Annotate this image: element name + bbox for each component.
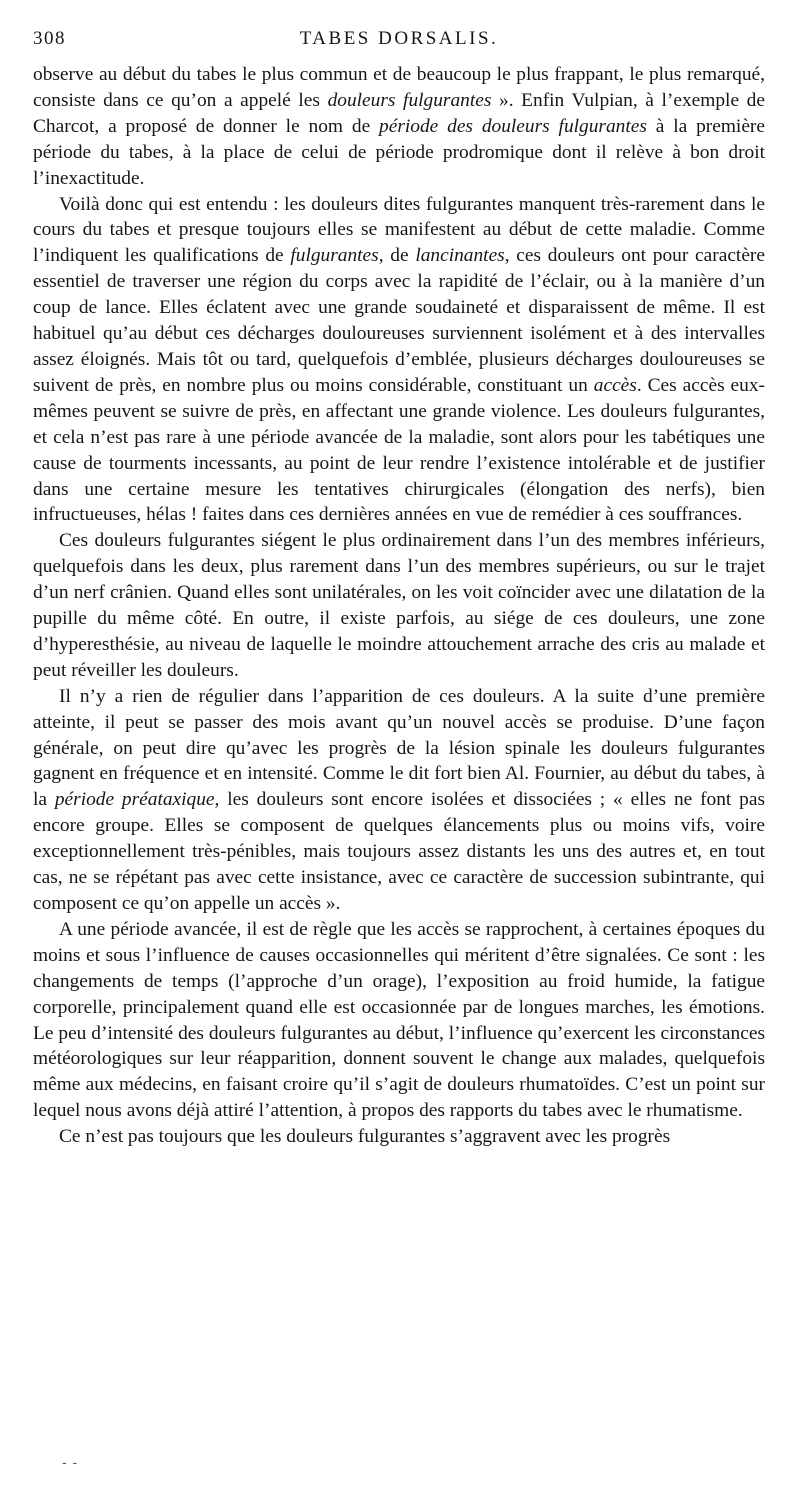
text-run: ». Enfin Vulpian, à l’exemple de Charcot, a proposé de donner le nom de xyxy=(33,89,765,137)
text-run: , ces douleurs ont pour caractère essentiel de traverser une région du corps avec la rapidité de l’éclair, ou à la manière d’un coup de lance. Elles éclatent avec une grande soudaineté et disparaissent de même. Il est habituel qu’au début ces décharges douloureuses surviennent isolément et à des intervalles assez éloignés. Mais tôt ou tard, quelquefois d’emblée, plusieurs décharges douloureuses se suivent de près, en nombre plus ou moins considérable, constituant un xyxy=(33,245,765,396)
book-page xyxy=(33,28,765,1150)
footer-mark: - - xyxy=(62,1454,79,1470)
body-text xyxy=(33,62,765,1150)
page-number: 308 xyxy=(33,28,66,49)
text-run: Il n’y a rien de régulier dans l’apparition de ces douleurs. A la suite d’une première atteinte, il peut se passer des mois avant qu’un nouvel accès se produise. D’une façon générale, on peut dire qu’avec les progrès de la lésion spinale les douleurs fulgurantes gagnent en fréquence et en intensité. Comme le dit fort bien Al. Fournier, au début du tabes, à la xyxy=(33,685,765,811)
paragraph xyxy=(33,62,765,192)
text-run: , les douleurs sont encore isolées et dissociées ; « elles ne font pas encore groupe. Elles se composent de quelques élancements plus ou moins vifs, voire exceptionnellement très-pénibles, mais toujours assez distants les uns des autres et, en tout cas, ne se répétant pas avec cette insistance, avec ce caractère de succession subintrante, qui composent ce qu’on appelle un accès ». xyxy=(33,789,766,914)
italic-text: période des douleurs fulgurantes xyxy=(379,115,647,137)
paragraph xyxy=(33,192,765,529)
text-run: Ces douleurs fulgurantes siégent le plus ordinairement dans l’un des membres inférieurs, quelquefois dans les deux, plus rarement dans l’un des membres supérieurs, ou sur le trajet d’un nerf crânien. Quand elles sont unilatérales, on les voit coïncider avec une dilatation de la pupille du même côté. En outre, il existe parfois, au siége de ces douleurs, une zone d’hyperesthésie, au niveau de laquelle le moindre attouchement arrache des cris au malade et peut réveiller les douleurs. xyxy=(33,530,765,681)
text-run: Voilà donc qui est entendu : les douleurs dites fulgurantes manquent très-rarement dans le cours du tabes et presque toujours elles se manifestent au début de cette maladie. Comme l’indiquent les qualifications de xyxy=(33,193,765,267)
text-run: . Ces accès eux-mêmes peuvent se suivre de près, en affectant une grande violence. Les douleurs fulgurantes, et cela n’est pas rare à une période avancée de la maladie, sont alors pour les tabétiques une cause de tourments incessants, au point de leur rendre l’existence intolérable et de justifier dans une certaine mesure les tentatives chirurgicales (élongation des nerfs), bien infructueuses, hélas ! faites dans ces dernières années en vue de remédier à ces souffrances. xyxy=(33,374,766,526)
paragraph xyxy=(33,528,765,683)
italic-text: accès xyxy=(593,374,637,396)
text-run: observe au début du tabes le plus commun et de beaucoup le plus frappant, le plus remarqué, consiste dans ce qu’on a appelé les xyxy=(33,64,765,111)
paragraph xyxy=(33,684,765,917)
italic-text: douleurs fulgurantes xyxy=(327,89,492,111)
text-run: Ce n’est pas toujours que les douleurs fulgurantes s’aggravent avec les progrès xyxy=(59,1126,671,1148)
italic-text: lancinantes xyxy=(415,245,505,267)
paragraph xyxy=(33,1124,765,1150)
italic-text: fulgurantes xyxy=(290,245,379,267)
text-run: à la première période du tabes, à la place de celui de période prodromique dont il relève à bon droit l’inexactitude. xyxy=(33,115,765,189)
text-run: A une période avancée, il est de règle que les accès se rapprochent, à certaines époques du moins et sous l’influence de causes occasionnelles qui méritent d’être signalées. Ce sont : les changements de temps (l’approche d’un orage), l’exposition au froid humide, la fatigue corporelle, principalement quand elle est occasionnée par de longues marches, les émotions. Le peu d’intensité des douleurs fulgurantes au début, l’influence qu’exercent les circonstances météorologiques sur leur réapparition, donnent souvent le change aux malades, quelquefois même aux médecins, en faisant croire qu’il s’agit de douleurs rhumatoïdes. C’est un point sur lequel nous avons déjà attiré l’attention, à propos des rapports du tabes avec le rhumatisme. xyxy=(33,918,765,1122)
italic-text: période préataxique xyxy=(54,789,215,811)
running-title: TABES DORSALIS. xyxy=(299,28,499,49)
paragraph xyxy=(33,917,765,1124)
text-run: , de xyxy=(378,245,416,267)
page-header xyxy=(33,28,765,58)
